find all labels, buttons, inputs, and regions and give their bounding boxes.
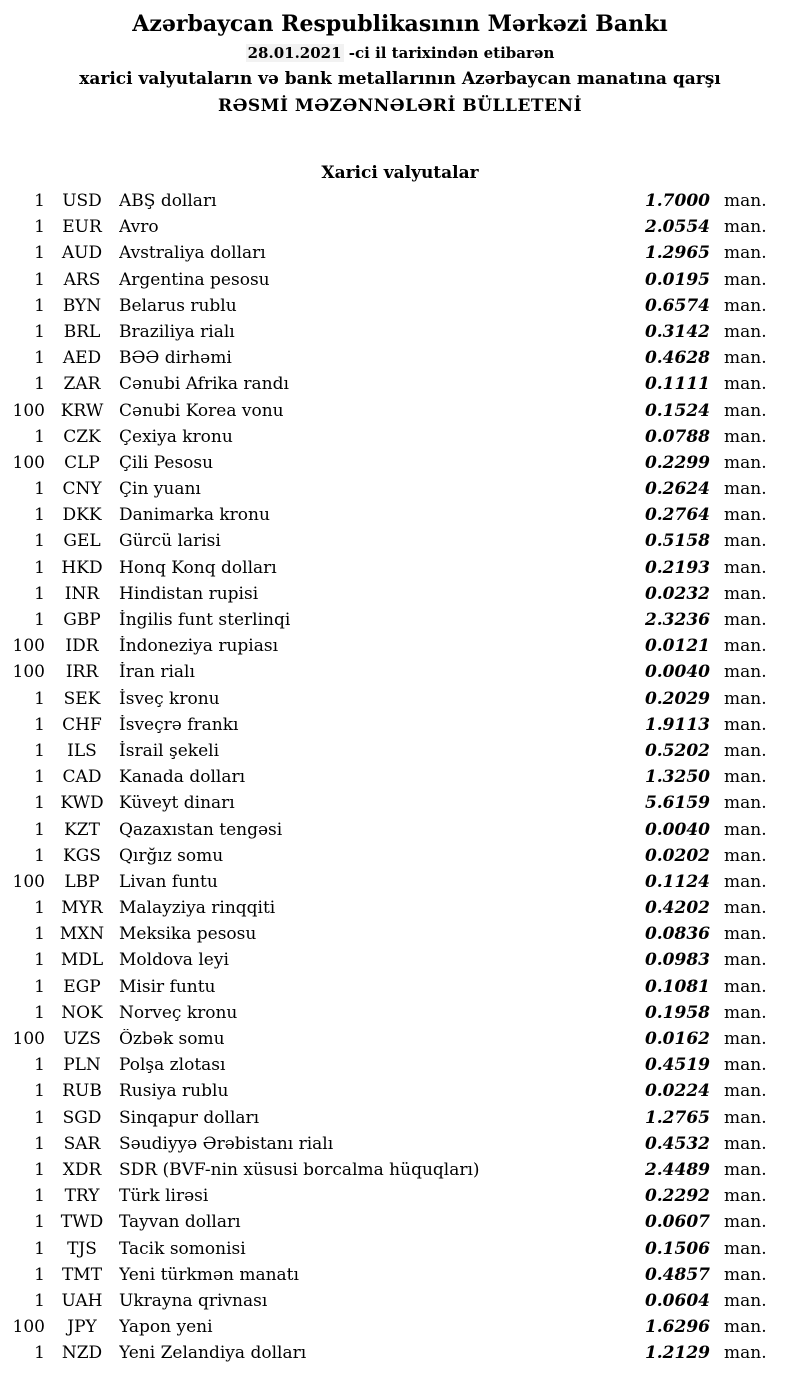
table-row <box>0 793 800 819</box>
currency-code: JPY <box>67 1317 97 1338</box>
currency-code: IDR <box>65 636 99 657</box>
rate-value: 5.6159 <box>644 793 710 814</box>
rate-unit: man. <box>724 845 767 866</box>
rate-unit: man. <box>724 583 767 604</box>
quantity: 1 <box>34 243 45 264</box>
currency-name: Kanada dolları <box>119 767 246 788</box>
rate-value: 1.2965 <box>644 243 710 264</box>
rate-unit: man. <box>724 714 767 735</box>
quantity: 1 <box>34 1002 45 1023</box>
quantity: 100 <box>12 871 45 892</box>
rate-value: 0.2292 <box>644 1186 710 1207</box>
currency-code: UZS <box>63 1029 101 1049</box>
currency-code: AUD <box>61 243 103 264</box>
quantity: 100 <box>12 452 45 473</box>
rate-unit: man. <box>724 1212 767 1233</box>
table-row <box>0 820 800 846</box>
rate-value: 2.3236 <box>644 610 710 630</box>
table-row <box>0 1108 800 1134</box>
rate-value: 0.5202 <box>644 740 710 761</box>
rate-value: 0.4532 <box>644 1133 710 1154</box>
currency-code: NOK <box>61 1002 103 1023</box>
table-row <box>0 1343 800 1369</box>
quantity: 1 <box>34 924 45 945</box>
currency-name: Tacik somonisi <box>119 1238 246 1259</box>
quantity: 1 <box>34 505 45 526</box>
rate-unit: man. <box>724 950 767 971</box>
rate-value: 0.2624 <box>644 479 710 500</box>
currency-name: Belarus rublu <box>119 295 237 316</box>
table-row <box>0 950 800 976</box>
currency-code: BYN <box>62 295 102 316</box>
quantity: 1 <box>34 1081 45 1102</box>
quantity: 1 <box>34 426 45 447</box>
rate-value: 0.2764 <box>644 505 710 526</box>
table-row <box>0 270 800 296</box>
currency-code: CLP <box>64 452 100 473</box>
table-row <box>0 1029 800 1055</box>
table-row <box>0 636 800 662</box>
quantity: 100 <box>12 1029 45 1049</box>
currency-name: SDR (BVF-nin xüsusi borcalma hüquqları) <box>119 1159 480 1180</box>
currency-code: INR <box>64 583 100 604</box>
currency-name: Cənubi Afrika randı <box>119 374 289 395</box>
currency-code: DKK <box>62 505 102 526</box>
rate-value: 1.2129 <box>644 1343 710 1364</box>
currency-code: KRW <box>60 400 104 421</box>
quantity: 100 <box>12 400 45 421</box>
currency-name: Misir funtu <box>119 976 216 997</box>
rate-unit: man. <box>724 1107 767 1128</box>
table-row <box>0 924 800 950</box>
quantity: 1 <box>34 217 45 238</box>
quantity: 1 <box>34 321 45 342</box>
quantity: 100 <box>12 636 45 657</box>
rate-unit: man. <box>724 531 767 552</box>
currency-name: BƏƏ dirhəmi <box>119 348 232 369</box>
table-row <box>0 1134 800 1160</box>
quantity: 1 <box>34 976 45 997</box>
quantity: 1 <box>34 767 45 788</box>
currency-name: Sinqapur dolları <box>119 1107 260 1128</box>
rate-value: 0.2193 <box>644 557 710 578</box>
rate-value: 0.0983 <box>644 950 710 971</box>
rate-value: 0.0607 <box>644 1212 710 1233</box>
rate-unit: man. <box>724 793 767 814</box>
rate-value: 0.1506 <box>644 1238 710 1259</box>
rate-unit: man. <box>724 636 767 657</box>
rate-unit: man. <box>724 1290 767 1311</box>
table-row <box>0 348 800 374</box>
rate-value: 0.4857 <box>644 1264 710 1285</box>
currency-code: AED <box>62 348 102 369</box>
currency-code: SGD <box>62 1107 102 1128</box>
rate-value: 0.4628 <box>644 348 710 369</box>
quantity: 1 <box>34 898 45 919</box>
rate-unit: man. <box>724 610 767 630</box>
rate-value: 0.1081 <box>644 976 710 997</box>
currency-name: Ukrayna qrivnası <box>119 1290 268 1311</box>
currency-code: MXN <box>59 924 105 945</box>
rate-value: 0.0040 <box>644 819 710 840</box>
currency-code: CHF <box>62 714 102 735</box>
currency-name: Çexiya kronu <box>119 426 233 447</box>
currency-name: Meksika pesosu <box>119 924 257 945</box>
table-row <box>0 1212 800 1238</box>
currency-name: Rusiya rublu <box>119 1081 229 1102</box>
currency-code: SEK <box>63 688 101 709</box>
document-header <box>0 8 800 120</box>
rate-value: 0.0232 <box>644 583 710 604</box>
quantity: 1 <box>34 191 45 211</box>
currency-name: Cənubi Korea vonu <box>119 400 284 421</box>
currency-code: EUR <box>62 217 102 238</box>
rate-value: 1.9113 <box>644 714 710 735</box>
table-row <box>0 767 800 793</box>
currency-name: Malayziya rinqqiti <box>119 898 276 919</box>
rate-unit: man. <box>724 898 767 919</box>
rate-value: 1.3250 <box>644 767 710 788</box>
quantity: 1 <box>34 1264 45 1285</box>
rate-unit: man. <box>724 819 767 840</box>
currency-code: TWD <box>60 1212 104 1233</box>
table-row <box>0 1291 800 1317</box>
subject-line: xarici valyutaların və bank metallarının Azərbaycan manatına qarşı <box>79 69 721 89</box>
rate-value: 0.0195 <box>644 269 710 290</box>
currency-code: EGP <box>63 976 101 997</box>
currency-name: Norveç kronu <box>119 1002 238 1023</box>
table-row <box>0 872 800 898</box>
currency-name: Gürcü larisi <box>119 531 221 552</box>
rate-value: 1.7000 <box>644 191 710 211</box>
currency-name: Qırğız somu <box>119 845 224 866</box>
rate-unit: man. <box>724 295 767 316</box>
rate-value: 0.0836 <box>644 924 710 945</box>
rate-value: 0.1111 <box>644 374 710 395</box>
rate-value: 1.2765 <box>644 1107 710 1128</box>
currency-code: BRL <box>63 321 101 342</box>
rate-unit: man. <box>724 505 767 526</box>
currency-code: CNY <box>62 479 102 500</box>
rate-unit: man. <box>724 321 767 342</box>
rate-unit: man. <box>724 243 767 264</box>
currency-code: ILS <box>67 740 97 761</box>
rate-value: 2.0554 <box>644 217 710 238</box>
table-row <box>0 977 800 1003</box>
currency-name: Səudiyyə Ərəbistanı rialı <box>119 1133 334 1154</box>
quantity: 1 <box>34 583 45 604</box>
quantity: 1 <box>34 295 45 316</box>
rate-value: 0.0121 <box>644 636 710 657</box>
rate-unit: man. <box>724 217 767 238</box>
currency-code: UAH <box>61 1290 103 1311</box>
rate-value: 0.5158 <box>644 531 710 552</box>
quantity: 1 <box>34 1055 45 1076</box>
table-row <box>0 1265 800 1291</box>
rate-unit: man. <box>724 1159 767 1180</box>
currency-name: Çin yuanı <box>119 479 201 500</box>
currency-name: İran rialı <box>119 662 195 683</box>
table-row <box>0 1160 800 1186</box>
currency-code: IRR <box>65 662 99 683</box>
currency-name: Çili Pesosu <box>119 452 214 473</box>
rate-unit: man. <box>724 1238 767 1259</box>
currency-code: TRY <box>64 1186 100 1207</box>
table-row <box>0 1081 800 1107</box>
currency-name: Yeni Zelandiya dolları <box>119 1343 307 1364</box>
bulletin-title: RƏSMİ MƏZƏNNƏLƏRİ BÜLLETENİ <box>217 96 583 116</box>
currency-table <box>0 191 800 1369</box>
currency-name: Yapon yeni <box>119 1317 213 1338</box>
quantity: 1 <box>34 714 45 735</box>
table-row <box>0 898 800 924</box>
table-row <box>0 715 800 741</box>
rate-unit: man. <box>724 1186 767 1207</box>
table-row <box>0 741 800 767</box>
rate-unit: man. <box>724 1264 767 1285</box>
quantity: 1 <box>34 950 45 971</box>
rate-unit: man. <box>724 976 767 997</box>
currency-name: İndoneziya rupiası <box>119 636 279 657</box>
effective-date: 28.01.2021 <box>247 44 342 62</box>
quantity: 1 <box>34 557 45 578</box>
table-row <box>0 191 800 217</box>
rate-unit: man. <box>724 1029 767 1049</box>
rate-value: 0.6574 <box>644 295 710 316</box>
rate-unit: man. <box>724 1002 767 1023</box>
quantity: 1 <box>34 610 45 630</box>
currency-code: KZT <box>64 819 100 840</box>
quantity: 1 <box>34 688 45 709</box>
quantity: 1 <box>34 1133 45 1154</box>
currency-code: KGS <box>63 845 101 866</box>
quantity: 1 <box>34 1343 45 1364</box>
rate-unit: man. <box>724 740 767 761</box>
currency-code: KWD <box>60 793 104 814</box>
rate-value: 0.3142 <box>644 321 710 342</box>
table-row <box>0 558 800 584</box>
bank-name-title: Azərbaycan Respublikasının Mərkəzi Bankı <box>132 11 668 37</box>
currency-name: Yeni türkmən manatı <box>119 1264 299 1285</box>
table-row <box>0 322 800 348</box>
table-row <box>0 689 800 715</box>
quantity: 100 <box>12 1317 45 1338</box>
currency-name: İsveçrə frankı <box>119 714 239 735</box>
currency-name: İngilis funt sterlinqi <box>119 610 291 630</box>
rate-unit: man. <box>724 688 767 709</box>
table-row <box>0 505 800 531</box>
currency-name: ABŞ dolları <box>119 191 217 211</box>
rate-value: 0.1958 <box>644 1002 710 1023</box>
currency-code: MYR <box>61 898 103 919</box>
date-suffix: -ci il tarixindən etibarən <box>343 44 555 62</box>
currency-code: CZK <box>63 426 101 447</box>
table-row <box>0 453 800 479</box>
currency-name: Hindistan rupisi <box>119 583 259 604</box>
rate-unit: man. <box>724 479 767 500</box>
currency-code: TMT <box>61 1264 103 1285</box>
currency-name: Özbək somu <box>119 1029 225 1049</box>
rate-unit: man. <box>724 452 767 473</box>
quantity: 100 <box>12 662 45 683</box>
rate-value: 0.0788 <box>644 426 710 447</box>
quantity: 1 <box>34 1159 45 1180</box>
quantity: 1 <box>34 1186 45 1207</box>
currency-code: GEL <box>63 531 101 552</box>
table-row <box>0 427 800 453</box>
rate-unit: man. <box>724 348 767 369</box>
currency-name: Polşa zlotası <box>119 1055 226 1076</box>
quantity: 1 <box>34 1212 45 1233</box>
rate-value: 0.0604 <box>644 1290 710 1311</box>
quantity: 1 <box>34 348 45 369</box>
rate-unit: man. <box>724 871 767 892</box>
currency-name: Tayvan dolları <box>119 1212 241 1233</box>
currency-name: İsveç kronu <box>119 688 220 709</box>
quantity: 1 <box>34 740 45 761</box>
currency-code: RUB <box>62 1081 102 1102</box>
table-row <box>0 1239 800 1265</box>
currency-name: Danimarka kronu <box>119 505 270 526</box>
currency-name: Avstraliya dolları <box>119 243 266 264</box>
quantity: 1 <box>34 819 45 840</box>
rate-value: 1.6296 <box>644 1317 710 1338</box>
table-row <box>0 374 800 400</box>
table-row <box>0 1186 800 1212</box>
rate-value: 0.0040 <box>644 662 710 683</box>
table-row <box>0 584 800 610</box>
table-row <box>0 1055 800 1081</box>
rate-value: 0.1124 <box>644 871 710 892</box>
currency-code: ARS <box>63 269 101 290</box>
rate-value: 0.2299 <box>644 452 710 473</box>
rate-unit: man. <box>724 557 767 578</box>
currency-code: TJS <box>67 1238 97 1259</box>
rate-unit: man. <box>724 924 767 945</box>
rate-unit: man. <box>724 374 767 395</box>
quantity: 1 <box>34 845 45 866</box>
currency-name: İsrail şekeli <box>119 740 219 761</box>
rate-unit: man. <box>724 1133 767 1154</box>
currency-name: Braziliya rialı <box>119 321 235 342</box>
table-row <box>0 1317 800 1343</box>
quantity: 1 <box>34 479 45 500</box>
table-row <box>0 243 800 269</box>
rate-unit: man. <box>724 400 767 421</box>
rate-unit: man. <box>724 191 767 211</box>
rate-unit: man. <box>724 1081 767 1102</box>
rate-unit: man. <box>724 1343 767 1364</box>
currency-name: Küveyt dinarı <box>119 793 235 814</box>
table-row <box>0 401 800 427</box>
currency-name: Avro <box>119 217 159 238</box>
table-row <box>0 479 800 505</box>
rate-unit: man. <box>724 767 767 788</box>
table-row <box>0 1003 800 1029</box>
rate-unit: man. <box>724 1317 767 1338</box>
table-row <box>0 610 800 636</box>
rate-value: 0.0202 <box>644 845 710 866</box>
section-title: Xarici valyutalar <box>321 163 479 183</box>
rate-value: 0.0224 <box>644 1081 710 1102</box>
currency-code: GBP <box>63 610 101 630</box>
table-row <box>0 296 800 322</box>
currency-code: SAR <box>63 1133 101 1154</box>
rate-value: 0.0162 <box>644 1029 710 1049</box>
rate-unit: man. <box>724 662 767 683</box>
rate-unit: man. <box>724 1055 767 1076</box>
currency-code: MDL <box>60 950 104 971</box>
table-row <box>0 846 800 872</box>
currency-code: XDR <box>62 1159 102 1180</box>
table-row <box>0 217 800 243</box>
table-row <box>0 662 800 688</box>
quantity: 1 <box>34 531 45 552</box>
rate-unit: man. <box>724 269 767 290</box>
date-line <box>0 40 800 66</box>
currency-code: CAD <box>62 767 102 788</box>
currency-code: ZAR <box>63 374 101 395</box>
currency-name: Argentina pesosu <box>119 269 270 290</box>
currency-code: NZD <box>61 1343 103 1364</box>
table-row <box>0 531 800 557</box>
rate-value: 0.1524 <box>644 400 710 421</box>
rate-value: 0.4519 <box>644 1055 710 1076</box>
quantity: 1 <box>34 1290 45 1311</box>
rate-value: 0.2029 <box>644 688 710 709</box>
currency-code: USD <box>62 191 102 211</box>
currency-code: LBP <box>64 871 100 892</box>
quantity: 1 <box>34 1107 45 1128</box>
rate-unit: man. <box>724 426 767 447</box>
currency-name: Honq Konq dolları <box>119 557 277 578</box>
quantity: 1 <box>34 269 45 290</box>
quantity: 1 <box>34 1238 45 1259</box>
currency-code: PLN <box>63 1055 101 1076</box>
rate-value: 2.4489 <box>644 1159 710 1180</box>
currency-name: Türk lirəsi <box>119 1186 209 1207</box>
currency-code: HKD <box>61 557 103 578</box>
currency-name: Qazaxıstan tengəsi <box>119 819 283 840</box>
quantity: 1 <box>34 374 45 395</box>
currency-name: Moldova leyi <box>119 950 229 971</box>
currency-name: Livan funtu <box>119 871 218 892</box>
rate-value: 0.4202 <box>644 898 710 919</box>
quantity: 1 <box>34 793 45 814</box>
